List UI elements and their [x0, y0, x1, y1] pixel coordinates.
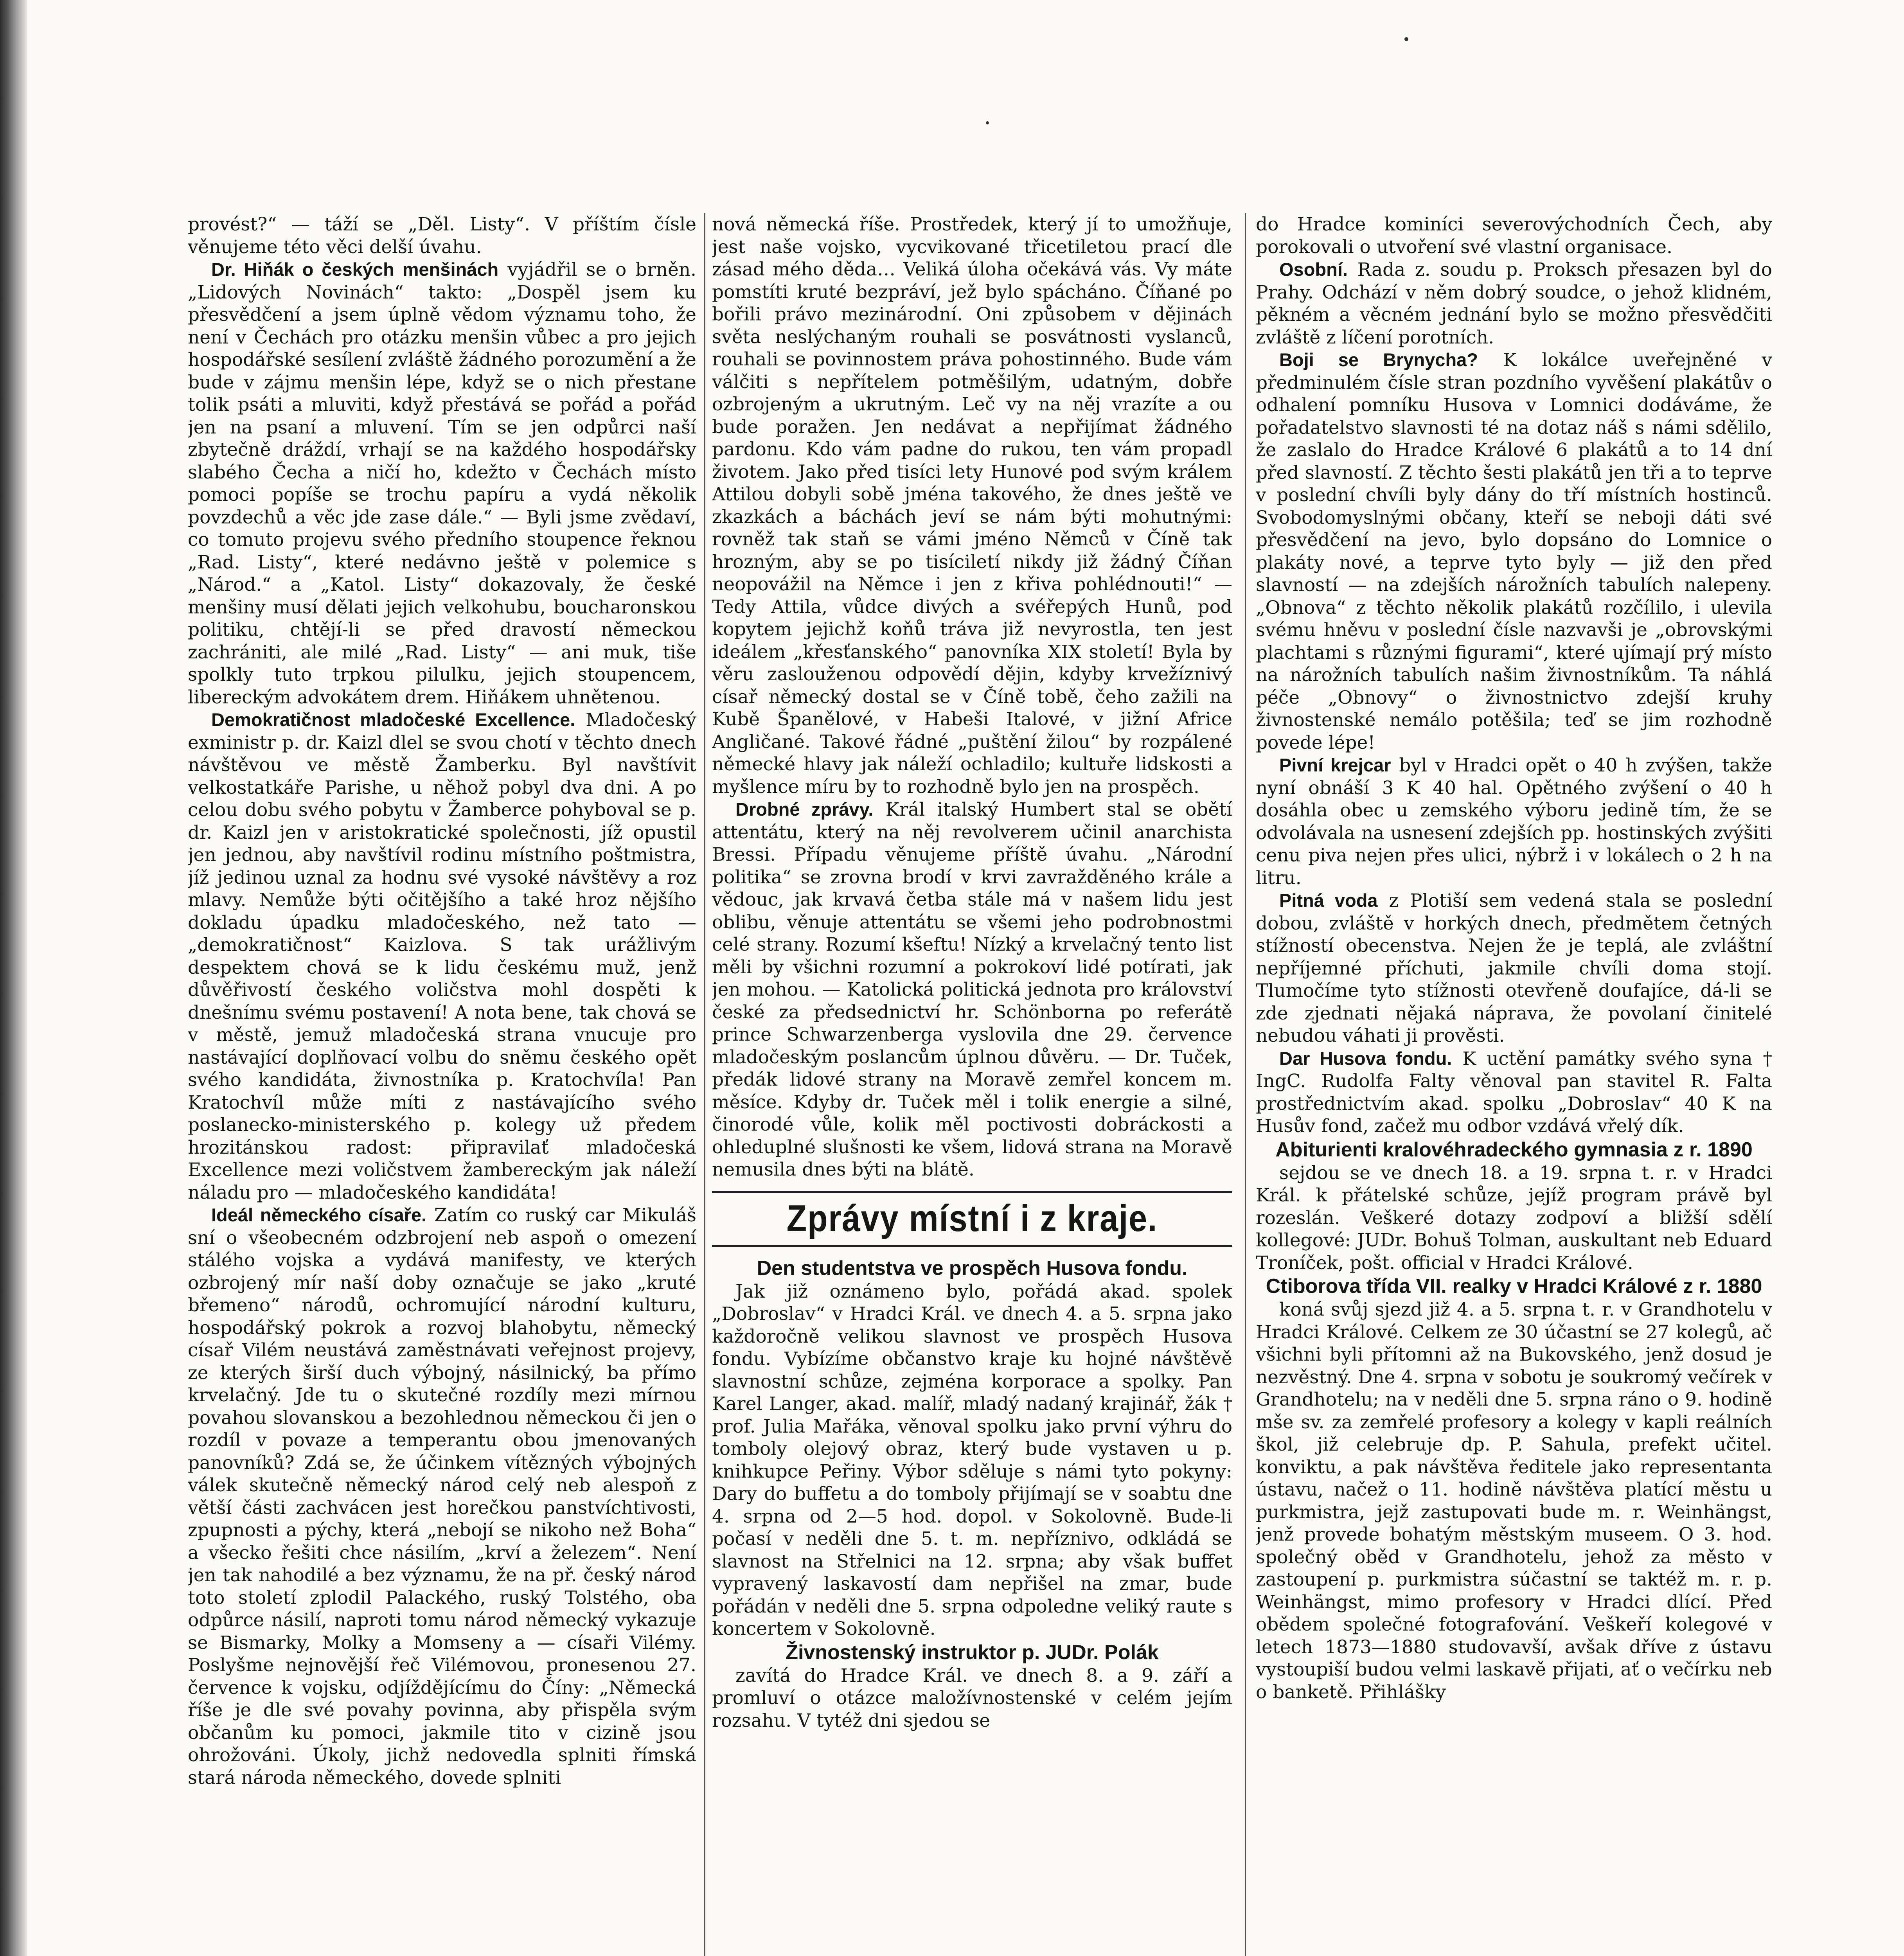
article-text: do Hradce kominíci severovýchodních Čech, aby porokovali o utvoření své vlastní organisace. — [1256, 214, 1772, 258]
article-text: byl v Hradci opět o 40 h zvýšen, takže nyní obnáší 3 K 40 hal. Opětného zvýšení o 40 h dosáhla obec u zemského výboru jedině tím, že se odvolávala na usnesení zdejších pp. hostinských zvýšiti cenu piva nejen přes ulici, nýbrž i v lokálech o 2 h na litru. — [1256, 755, 1772, 889]
article-paragraph — [1256, 754, 1772, 889]
article-lead: Dar Husova fondu. — [1279, 1048, 1452, 1069]
article-heading: Abiturienti kralovéhradeckého gymnasia z r. 1890 — [1275, 1138, 1753, 1161]
section-title: Zprávy místní i z kraje. — [786, 1197, 1158, 1239]
article-text: zavítá do Hradce Král. ve dnech 8. a 9. září a promluví o otázce maložívnostenské v celém jejím rozsahu. V tytéž dni sjedou se — [712, 1665, 1232, 1731]
article-lead: Boji se Brynycha? — [1279, 349, 1478, 370]
article-paragraph — [1256, 1047, 1772, 1138]
article-paragraph — [1256, 1298, 1772, 1703]
column-1 — [188, 213, 696, 1956]
article-lead: Dr. Hiňák o českých menšinách — [211, 259, 499, 280]
article-paragraph — [1256, 258, 1772, 349]
article-text: Král italský Humbert stal se obětí attentátu, který na něj revolverem učinil anarchista Bressi. Případu věnujeme příště úvahu. „Národní politika“ se zrovna brodí v krvi zavražděného krále a vědouc, jak krvavá četba stále má v našem lidu jest oblibu, věnuje attentátu se všemi jeho podrobnostmi celé strany. Rozumí kšeftu! Nízký a krvelačný tento list měli by všichni rozumní a pokrokoví lidé potírati, jak jen mohou. — Katolická politická jednota pro království české za předsednictví hr. Schönborna po referátě prince Schwarzenberga vyslovila dne 29. července mladočeským poslancům úplnou důvěru. — Dr. Tuček, předák lidové strany na Moravě zemřel koncem m. měsíce. Kdyby dr. Tuček měl i tolik energie a silné, činorodé vůle, kolik měl poctivosti dobráckosti a ohleduplné slušnosti ke všem, lidová strana na Moravě nemusila dnes býti na blátě. — [712, 799, 1232, 1180]
article-text: Zatím co ruský car Mikuláš sní o všeobecném odzbrojení neb aspoň o omezení stálého vojska a vydává manifesty, ve kterých ozbrojený mír naší doby označuje se jako „kruté břemeno“ národů, ochromující národní kulturu, hospodářský pokrok a rozvoj blahobytu, německý císař Vilém neustává zaměstnávati veřejnost projevy, ze kterých širší duch výbojný, násilnický, ba přímo krvelačný. Jde tu o skutečné rozdíly mezi mírnou povahou slovanskou a bezohlednou německou či jen o rozdíl v povaze a temperantu obou jmenovaných panovníků? Zdá se, že účinkem vítězných výbojných válek skutečně německý národ celý neb alespoň z větší části zachvácen jest horečkou panstvíchtivosti, zpupnosti a pýchy, která „nebojí se nikoho než Boha“ a všecko řešiti chce násilím, „krví a železem“. Není jen tak nahodilé a bez významu, že na př. český národ toto století zplodil Palackého, ruský Tolstého, oba odpůrce násilí, naproti tomu národ německý vykazuje se Bismarky, Molky a Momseny a — císaři Vilémy. Poslyšme nejnovější řeč Vilémovou, pronesenou 27. července k vojsku, odjíždějícímu do Číny: „Německá říše je dle své povahy povinna, aby přispěla svým občanům ku pomoci, jakmile tito v cizině jsou ohrožováni. Úkoly, jichž nedovedla splniti římská stará národa německého, dovede splniti — [188, 1205, 696, 1789]
article-paragraph — [188, 1204, 696, 1789]
article-paragraph — [1256, 349, 1772, 754]
section-header — [712, 1191, 1232, 1247]
article-paragraph — [188, 213, 696, 258]
article-heading: Den studentstva ve prospěch Husova fondu. — [757, 1257, 1188, 1280]
article-paragraph — [712, 213, 1232, 798]
article-text: nová německá říše. Prostředek, který jí to umožňuje, jest naše vojsko, vycvikované třicetiletou prací dle zásad mého děda… Veliká úloha očekává vás. Vy máte pomstíti kruté bezpráví, jež bylo spácháno. Číňané po bořili právo mezinárodní. Oni způsobem v dějinách světa neslýchaným rouhali se posvátnosti vyslanců, rouhali se povinnostem práva pohostinného. Bude vám válčiti s nepřítelem potměšilým, udatným, dobře ozbrojeným a ukrutným. Leč vy na něj vrazíte a ou bude poražen. Jen nedávat a nepřijímat žádného pardonu. Kdo vám padne do rukou, ten vám propadl životem. Jako před tisíci lety Hunové pod svým králem Attilou dobyli sobě jména takového, že dnes ještě ve zkazkách a báchách jeví se nám býti mohutnými: rovněž tak staň se vámi jméno Němců v Číně tak hrozným, aby se po tisíciletí nikdy již žádný Číňan neopovážil na Němce i jen z křiva pohlédnouti!“ — Tedy Attila, vůdce divých a svéřepých Hunů, pod kopytem jejichž koňů tráva již nevyrostla, ten jest ideálem „křesťanského“ panovníka XIX století! Byla by věru zaslouženou odpovědí dějin, kdyby krvežíznivý císař německý dostal se v Číně tobě, čeho zažili na Kubě Španělové, v Habeši Italové, v jižní Africe Angličané. Takové řádné „puštění žilou“ by rozpálené německé hlavy jak náleží ochladilo; kultuře lidskosti a myšlence míru by to rozhodně bylo jen na prospěch. — [712, 214, 1232, 798]
article-lead: Pitná voda — [1279, 890, 1378, 911]
article-paragraph — [712, 798, 1232, 1181]
article-paragraph — [188, 708, 696, 1204]
article-paragraph — [1256, 213, 1772, 258]
column-rule — [1245, 213, 1246, 1956]
article-paragraph — [188, 258, 696, 708]
article-text: Jak již oznámeno bylo, pořádá akad. spolek „Dobroslav“ v Hradci Král. ve dnech 4. a 5. srpna jako každoročně velikou slavnost ve prospěch Husova fondu. Vybízíme občanstvo kraje ku hojné návštěvě slavnostní schůze, zejména korporace a spolky. Pan Karel Langer, akad. malíř, mladý nadaný krajinář, žák † prof. Julia Mařáka, věnoval spolku jako první výhru do tomboly olejový obraz, který bude vystaven u p. knihkupce Peřiny. Výbor sděluje s námi tyto pokyny: Dary do buffetu a do tomboly přijímají se v soabtu dne 4. srpna od 2—5 hod. dopol. v Sokolovně. Bude-li počasí v neděli dne 5. t. m. nepříznivo, odkládá se slavnost na Střelnici na 12. srpna; aby však buffet vypravený laskavostí dam nepřišel na zmar, bude pořádán v neděli dne 5. srpna odpoledne veliký raute s koncertem v Sokolovně. — [712, 1280, 1232, 1640]
article-lead: Osobní. — [1279, 259, 1348, 280]
article-lead: Drobné zprávy. — [735, 799, 874, 820]
article-text: Mladočeský exministr p. dr. Kaizl dlel se svou chotí v těchto dnech návštěvou ve městě Žamberku. Byl navštívit velkostatkáře Parishe, u něhož pobyl dva dni. A po celou dobu svého pobytu v Žamberce pohyboval se p. dr. Kaizl jen v aristokratické společnosti, jíž opustil jen jednou, aby navštívil rodinu místního poštmistra, jíž jedinou uznal za hodnu své vysoké návštěvy a roz mlavy. Nemůže býti očitějšího a také hroz nějšího dokladu úpadku mladočeského, než tato — „demokratičnost“ Kaizlova. S tak urážlivým despektem chová se k lidu českému muž, jenž důvěřivostí českého voličstva mohl dospěti k dnešnímu svému postavení! A nota bene, tak chová se v městě, jemuž mladočeská strana vnucuje pro nastávající doplňovací volbu do sněmu českého opět svého kandidáta, živnostníka p. Kratochvíla! Pan Kratochvíl může míti z nastávajícího svého poslanecko-ministerského p. kolegy už předem hrozitánskou radost: připravilať mladočeská Excellence mezi voličstvem žambereckým jak náleží náladu pro — mladočeského kandidáta! — [188, 709, 696, 1203]
article-text: provést?“ — táží se „Děl. Listy“. V příštím čísle věnujeme této věci delší úvahu. — [188, 214, 696, 258]
article-heading: Živnostenský instruktor p. JUDr. Polák — [786, 1641, 1159, 1664]
article-lead: Ideál německého císaře. — [211, 1205, 427, 1225]
article-text: z Plotiší sem vedená stala se poslední dobou, zvláště v horkých dnech, předmětem četných stížností obecenstva. Nejen že je teplá, ale zvláštní nepříjemné příchuti, jakmile chvíli doma stojí. Tlumočíme tyto stížnosti otevřeně doufajíce, dá-li se zde zjednati nějaká náprava, že povolaní činitelé nebudou váhati ji prověsti. — [1256, 890, 1772, 1046]
article-heading: Ctiborova třída VII. realky v Hradci Králové z r. 1880 — [1266, 1275, 1762, 1298]
article-text: K lokálce uveřejněné v předminulém čísle stran pozdního vyvěšení plakátův o odhalení pomníku Husova v Lomnici dodáváme, že pořadatelstvo slavnosti té na dotaz náš s námi sdělilo, že zaslalo do Hradce Králové 6 plakátů a to 14 dní před slavností. Z těchto šesti plakátů jen tři a to teprve v poslední chvíli byly dány do tří místních hostinců. Svobodomyslnými občany, kteří se neboji dáti své přesvědčení na jevo, bylo dopsáno do Lomnice o plakáty nové, a teprve tyto byly — již den před slavností — na zdejších nárožních tabulích nalepeny. „Obnova“ z těchto několik plakátů rozčílilo, i ulevila svému hněvu v poslední čísle nazvavši je „obrovskými plachtami s různými figurami“, které ujímají prý místo na nárožních tabulích našim živnostníkům. Ta náhlá péče „Obnovy“ o živnostnictvo zdejší kruhy živnostenské nemálo potěšila; teď se jim rozhodně povede lépe! — [1256, 349, 1772, 753]
article-text: K uctění památky svého syna † IngC. Rudolfa Falty věnoval pan stavitel R. Falta prostřednictvím akad. spolku „Dobroslav“ 40 K na Husův fond, začež mu odbor vzdává vřelý dík. — [1256, 1048, 1772, 1137]
article-paragraph — [1256, 889, 1772, 1047]
article-text: vyjádřil se o brněn. „Lidových Novinách“ takto: „Dospěl jsem ku přesvědčení a jsem úplně vědom významu toho, že není v Čechách pro otázku menšin vůbec a pro jejich hospodářské sesílení zvláště žádného porozumění a že bude v zájmu menšin lépe, když se o nich přestane tolik psáti a mluviti, když přestává se pořád a pořád jen na psaní a mluvení. Tím se jen odpůrci naší zbytečně dráždí, vrhají se na každého hospodářsky slabého Čecha a ničí ho, kdežto v Čechách místo pomoci popíše se trochu papíru a vydá několik povzdechů a věc jde zase dále.“ — Byli jsme zvědaví, co tomuto projevu svého předního stoupence řeknou „Rad. Listy“, které nedávno ještě v polemice s „Národ.“ a „Katol. Listy“ dokazovaly, že české menšiny musí dělati jejich velkohubu, boucharonskou politiku, chtějí-li se před dravostí německou zachrániti, ale milé „Rad. Listy“ — ani muk, tiše spolkly tuto trpkou pilulku, jejich stoupencem, libereckým advokátem drem. Hiňákem uhnětenou. — [188, 259, 696, 708]
column-rule — [704, 213, 705, 1956]
article-lead: Pivní krejcar — [1279, 755, 1391, 775]
article-paragraph — [712, 1280, 1232, 1640]
print-speck — [986, 121, 989, 124]
article-paragraph — [712, 1665, 1232, 1732]
article-text: sejdou se ve dnech 18. a 19. srpna t. r. v Hradci Král. k přátelské schůze, jejíž program právě byl rozeslán. Veškeré dotazy zodpoví a bližší sdělí kollegové: JUDr. Bohuš Tolman, auskultant neb Eduard Troníček, pošt. official v Hradci Králové. — [1256, 1162, 1772, 1274]
column-2 — [712, 213, 1232, 1956]
article-paragraph — [1256, 1162, 1772, 1275]
article-lead: Demokratičnost mladočeské Excellence. — [211, 709, 575, 730]
column-3 — [1256, 213, 1772, 1956]
page-binding-edge — [0, 0, 27, 1956]
article-text: koná svůj sjezd již 4. a 5. srpna t. r. v Grandhotelu v Hradci Králové. Celkem ze 30 účastní se 27 kolegů, ač všichni byli přítomni až na Bukovského, jenž dosud je nezvěstný. Dne 4. srpna v sobotu je soukromý večírek v Grandhotelu; na v neděli dne 5. srpna ráno o 9. hodině mše sv. za zemřelé profesory a kolegy v kapli reálních škol, již celebruje dp. P. Sahula, prefekt učitel. konviktu, a pak návštěva ředitele jako representanta ústavu, načež o 11. hodině návštěva platící městu u purkmistra, jejž zastupovati bude m. r. Weinhängst, jenž provede bohatým městským museem. O 3. hod. společný oběd v Grandhotelu, jehož za město v zastoupení p. purkmistra súčastní se taktéž m. r. p. Weinhängst, mimo profesory v Hradci dlící. Před obědem společné fotografování. Veškeří kolegové v letech 1873—1880 studovavší, avšak dříve z ústavu vystoupiší budou velmi laskavě přijati, ať o večírku neb o banketě. Přihlášky — [1256, 1299, 1772, 1703]
article-text: Rada z. soudu p. Proksch přesazen byl do Prahy. Odchází v něm dobrý soudce, o jehož klidném, pěkném a věcném jednání bylo se možno přesvědčiti zvláště z líčení porotních. — [1256, 259, 1772, 348]
print-speck — [1404, 37, 1408, 41]
